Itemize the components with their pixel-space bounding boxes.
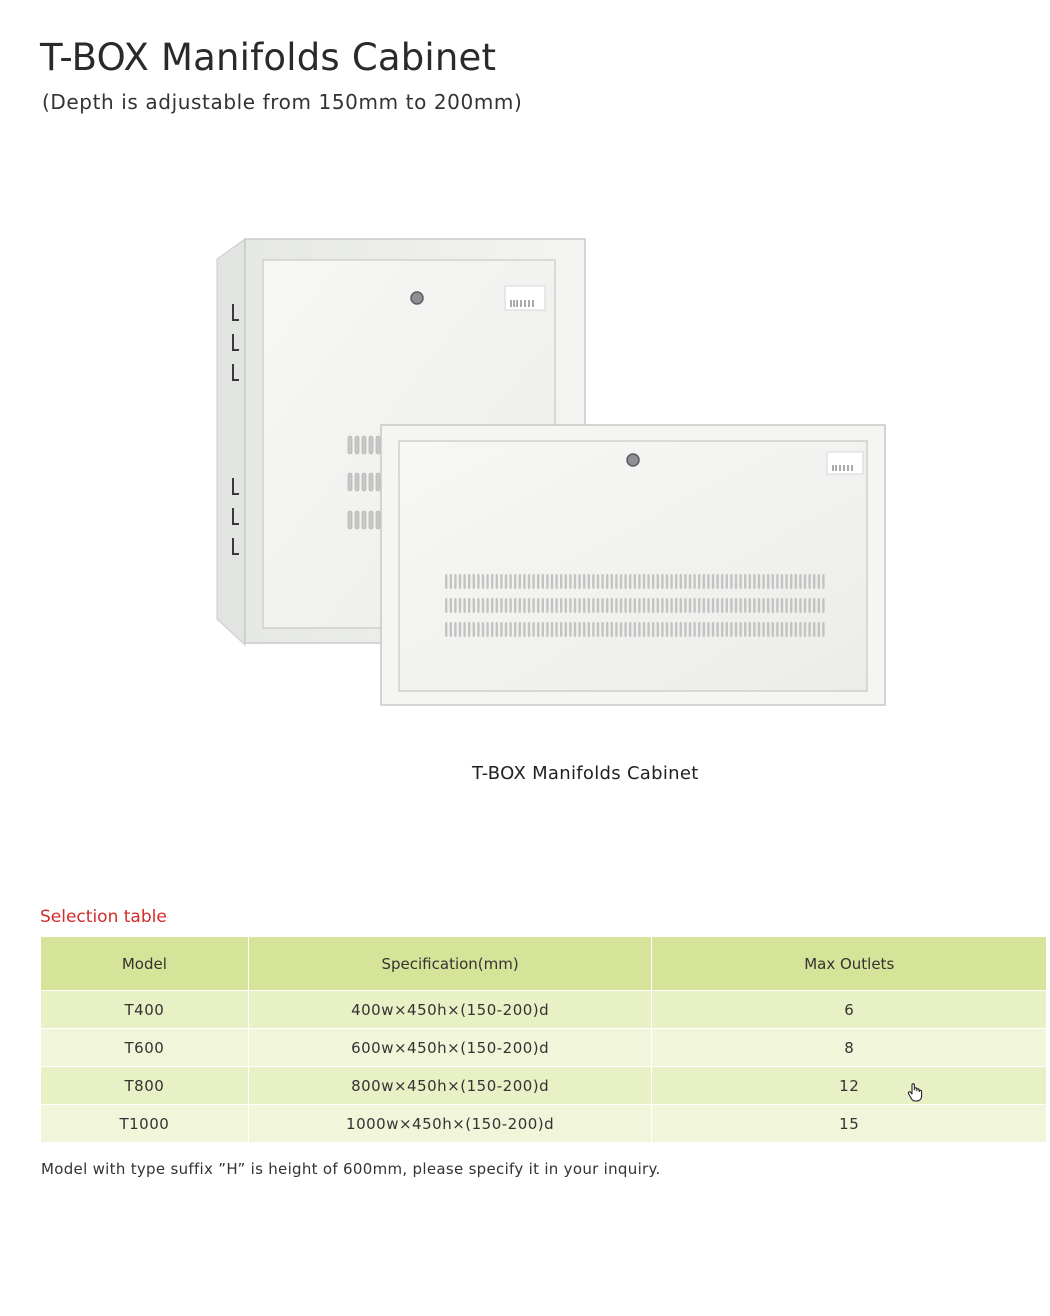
cell-spec: 1000w×450h×(150-200)d <box>248 1105 652 1143</box>
cell-model: T400 <box>41 991 248 1029</box>
column-header-max-outlets: Max Outlets <box>652 937 1047 991</box>
table-row <box>41 1105 1047 1143</box>
selection-table-label: Selection table <box>40 907 167 927</box>
cell-outlets: 6 <box>652 991 1047 1029</box>
vent-slots <box>445 574 825 637</box>
page-title: T-BOX Manifolds Cabinet <box>40 36 497 79</box>
column-header-specification: Specification(mm) <box>248 937 652 991</box>
hand-cursor-icon <box>906 1082 924 1102</box>
table-row <box>41 1029 1047 1067</box>
inquiry-note: Model with type suffix ”H” is height of 600mm, please specify it in your inquiry. <box>41 1160 661 1178</box>
product-photo <box>205 222 895 717</box>
cell-outlets: 12 <box>652 1067 1047 1105</box>
table-header-row <box>41 937 1047 991</box>
cell-spec: 400w×450h×(150-200)d <box>248 991 652 1029</box>
column-header-model: Model <box>41 937 248 991</box>
selection-table <box>41 937 1047 1143</box>
page-subtitle: (Depth is adjustable from 150mm to 200mm) <box>42 90 523 114</box>
cell-spec: 800w×450h×(150-200)d <box>248 1067 652 1105</box>
cell-model: T600 <box>41 1029 248 1067</box>
figure-caption: T-BOX Manifolds Cabinet <box>472 763 699 784</box>
table-row <box>41 991 1047 1029</box>
cell-model: T1000 <box>41 1105 248 1143</box>
cell-model: T800 <box>41 1067 248 1105</box>
table-row <box>41 1067 1047 1105</box>
cell-spec: 600w×450h×(150-200)d <box>248 1029 652 1067</box>
cell-outlets: 8 <box>652 1029 1047 1067</box>
cell-outlets: 15 <box>652 1105 1047 1143</box>
wide-cabinet <box>381 425 885 705</box>
